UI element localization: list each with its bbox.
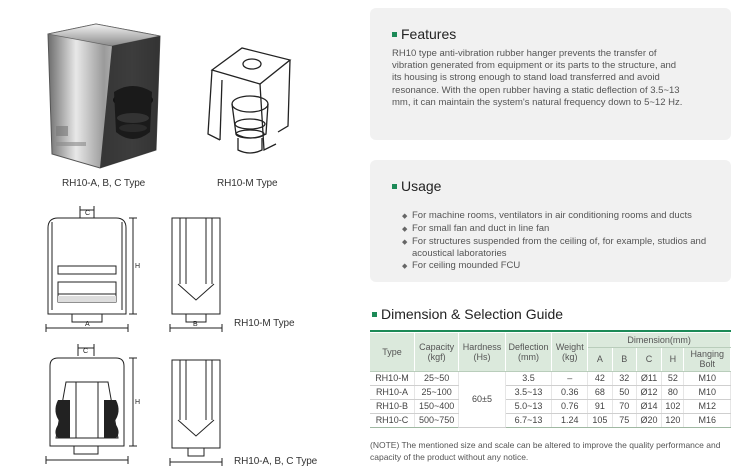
features-line: mm, it can maintain the system's natural frequency down to 5~12 Hz. <box>392 96 683 108</box>
cell-capacity: 500~750 <box>414 413 458 427</box>
cell-b: 75 <box>612 413 636 427</box>
cell-capacity: 25~50 <box>414 371 458 385</box>
dim-c-label: C <box>85 210 91 217</box>
th-deflection: Deflection (mm) <box>505 333 552 371</box>
cell-type: RH10-M <box>370 371 414 385</box>
cell-type: RH10-A <box>370 385 414 399</box>
cell-h: 52 <box>662 371 684 385</box>
cell-c: Ø11 <box>636 371 661 385</box>
th-b: B <box>612 347 636 371</box>
diamond-bullet-icon: ◆ <box>402 226 408 233</box>
usage-item: ◆ For machine rooms, ventilators in air conditioning rooms and ducts <box>402 210 692 221</box>
features-panel <box>370 8 731 140</box>
cell-a: 68 <box>588 385 612 399</box>
cell-capacity: 150~400 <box>414 399 458 413</box>
usage-panel <box>370 160 731 282</box>
table-row <box>370 371 731 385</box>
cell-hardness: 60±5 <box>459 371 506 427</box>
square-bullet-icon <box>372 312 377 317</box>
dim-h-label-abc: H <box>135 399 141 406</box>
guide-heading <box>372 306 563 322</box>
cell-deflection: 5.0~13 <box>505 399 552 413</box>
cell-deflection: 6.7~13 <box>505 413 552 427</box>
cell-c: Ø14 <box>636 399 661 413</box>
features-title: Features <box>401 26 457 42</box>
cell-b: 70 <box>612 399 636 413</box>
cell-deflection: 3.5 <box>505 371 552 385</box>
cell-weight: 1.24 <box>552 413 588 427</box>
cell-h: 120 <box>662 413 684 427</box>
usage-heading <box>392 178 441 194</box>
rh10-abc-product-photo <box>38 22 168 172</box>
cell-b: 32 <box>612 371 636 385</box>
cell-h: 102 <box>662 399 684 413</box>
features-line: resonance. With the open rubber having a static deflection of 3.5~13 <box>392 84 680 96</box>
usage-item: ◆ For ceiling mounded FCU <box>402 260 521 271</box>
cell-bolt: M10 <box>684 371 731 385</box>
caption-photo-abc: RH10-A, B, C Type <box>62 178 146 189</box>
usage-list <box>402 210 720 273</box>
th-weight: Weight (kg) <box>552 333 588 371</box>
usage-item: ◆ For structures suspended from the ceiling of, for example, studios and acoustical laboratories <box>402 236 707 259</box>
diamond-bullet-icon: ◆ <box>402 239 408 246</box>
cell-h: 80 <box>662 385 684 399</box>
diamond-bullet-icon: ◆ <box>402 213 408 220</box>
features-text <box>392 48 722 109</box>
rh10-m-side-drawing <box>160 204 230 334</box>
th-dimension: Dimension(mm) <box>588 333 731 347</box>
table-row <box>370 385 731 399</box>
rh10-abc-front-drawing <box>36 342 146 470</box>
caption-photo-m: RH10-M Type <box>217 178 278 189</box>
cell-type: RH10-C <box>370 413 414 427</box>
cell-b: 50 <box>612 385 636 399</box>
diamond-bullet-icon: ◆ <box>402 263 408 270</box>
cell-bolt: M12 <box>684 399 731 413</box>
th-capacity: Capacity (kgf) <box>414 333 458 371</box>
table-note: (NOTE) The mentioned size and scale can be altered to improve the quality performance and capacity of the product without any notice. <box>370 440 721 462</box>
features-line: vibration generated from equipment or its parts to the structure, and <box>392 60 677 72</box>
cell-a: 42 <box>588 371 612 385</box>
th-c: C <box>636 347 661 371</box>
dim-a-label: A <box>85 321 90 328</box>
cell-bolt: M16 <box>684 413 731 427</box>
th-hardness: Hardness (Hs) <box>459 333 506 371</box>
rh10-m-product-photo <box>198 40 303 165</box>
cell-type: RH10-B <box>370 399 414 413</box>
usage-title: Usage <box>401 178 442 194</box>
caption-drawing-m: RH10-M Type <box>234 318 295 329</box>
features-line: its housing is strong enough to stand load transferred and avoid <box>392 72 660 84</box>
dim-h-label: H <box>135 263 141 270</box>
dim-b-label: B <box>193 321 198 328</box>
cell-a: 105 <box>588 413 612 427</box>
square-bullet-icon <box>392 184 397 189</box>
cell-c: Ø12 <box>636 385 661 399</box>
rh10-abc-side-drawing <box>160 350 230 470</box>
table-row <box>370 413 731 427</box>
rh10-m-front-drawing <box>36 204 146 334</box>
selection-table <box>370 333 731 428</box>
th-type: Type <box>370 333 414 371</box>
cell-capacity: 25~100 <box>414 385 458 399</box>
guide-divider <box>370 330 731 332</box>
th-a: A <box>588 347 612 371</box>
cell-c: Ø20 <box>636 413 661 427</box>
dim-c-label-abc: C <box>83 348 89 355</box>
guide-title: Dimension & Selection Guide <box>381 306 564 322</box>
caption-drawing-abc: RH10-A, B, C Type <box>234 456 318 467</box>
usage-item: ◆ For small fan and duct in line fan <box>402 223 550 234</box>
cell-weight: – <box>552 371 588 385</box>
square-bullet-icon <box>392 32 397 37</box>
cell-bolt: M10 <box>684 385 731 399</box>
th-bolt: Hanging Bolt <box>684 347 731 371</box>
th-h: H <box>662 347 684 371</box>
cell-deflection: 3.5~13 <box>505 385 552 399</box>
table-row <box>370 399 731 413</box>
cell-weight: 0.76 <box>552 399 588 413</box>
cell-a: 91 <box>588 399 612 413</box>
features-line: RH10 type anti-vibration rubber hanger prevents the transfer of <box>392 48 657 59</box>
cell-weight: 0.36 <box>552 385 588 399</box>
features-heading <box>392 26 456 42</box>
